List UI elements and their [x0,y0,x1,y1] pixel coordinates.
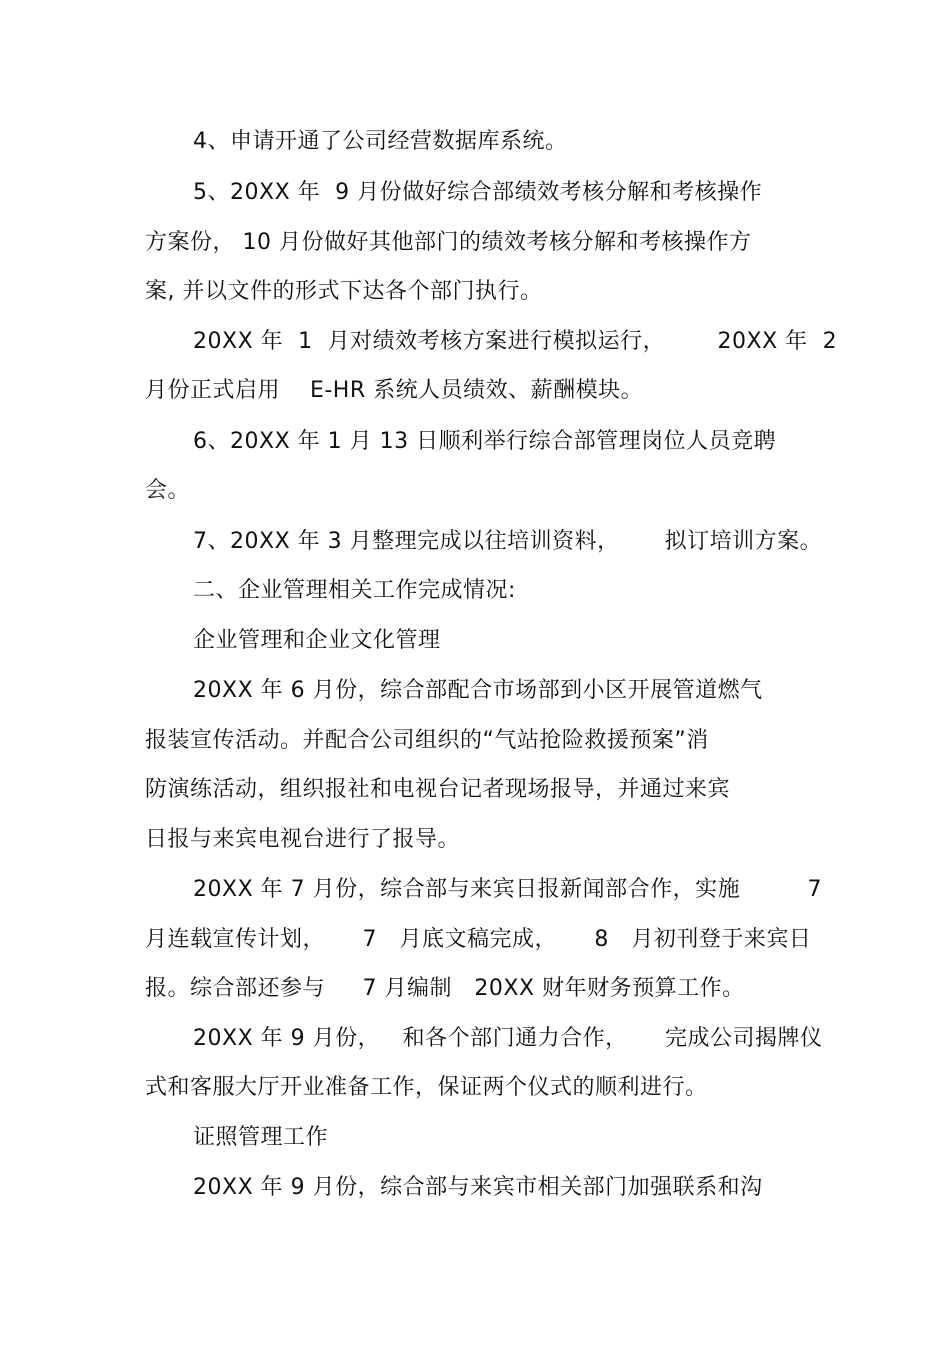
text-line-september-cont: 式和客服大厅开业准备工作，保证两个仪式的顺利进行。 [145,1075,708,1100]
subsection-heading-enterprise-management: 企业管理和企业文化管理 [193,628,441,653]
text-line-june-cont-3: 日报与来宾电视台进行了报导。 [145,827,461,852]
text-line-item-6: 6、20XX 年 1 月 13 日顺利举行综合部管理岗位人员竞聘 [193,429,777,454]
text-line-item-7: 7、20XX 年 3 月整理完成以往培训资料， 拟订培训方案。 [193,529,823,554]
text-line-item-5: 5、20XX 年 9 月份做好综合部绩效考核分解和考核操作 [193,180,763,205]
text-line-june-cont-2: 防演练活动，组织报社和电视台记者现场报导，并通过来宾 [145,777,731,802]
text-line-june: 20XX 年 6 月份，综合部配合市场部到小区开展管道燃气 [193,678,763,703]
text-line-june-cont-1: 报装宣传活动。并配合公司组织的“气站抢险救援预案”消 [145,728,709,753]
text-line-item-6-cont: 会。 [145,478,191,503]
text-line-item-5-cont-1: 方案份， 10 月份做好其他部门的绩效考核分解和考核操作方 [145,230,752,255]
text-line-trial-run-cont: 月份正式启用 E-HR 系统人员绩效、薪酬模块。 [145,378,644,403]
subsection-heading-license-management: 证照管理工作 [193,1125,329,1150]
text-line-july: 20XX 年 7 月份，综合部与来宾日报新闻部合作，实施 7 [193,877,823,902]
text-line-item-4: 4、申请开通了公司经营数据库系统。 [193,129,568,154]
text-line-july-cont-2: 报。综合部还参与 7 月编制 20XX 财年财务预算工作。 [145,976,745,1001]
text-line-september-license: 20XX 年 9 月份，综合部与来宾市相关部门加强联系和沟 [193,1175,763,1200]
text-line-trial-run: 20XX 年 1 月对绩效考核方案进行模拟运行， 20XX 年 2 [193,329,838,354]
section-heading-2: 二、企业管理相关工作完成情况: [193,578,516,603]
text-line-september: 20XX 年 9 月份， 和各个部门通力合作， 完成公司揭牌仪 [193,1026,823,1051]
text-line-item-5-cont-2: 案, 并以文件的形式下达各个部门执行。 [145,279,543,304]
text-line-july-cont-1: 月连载宣传计划， 7 月底文稿完成， 8 月初刊登于来宾日 [145,927,812,952]
